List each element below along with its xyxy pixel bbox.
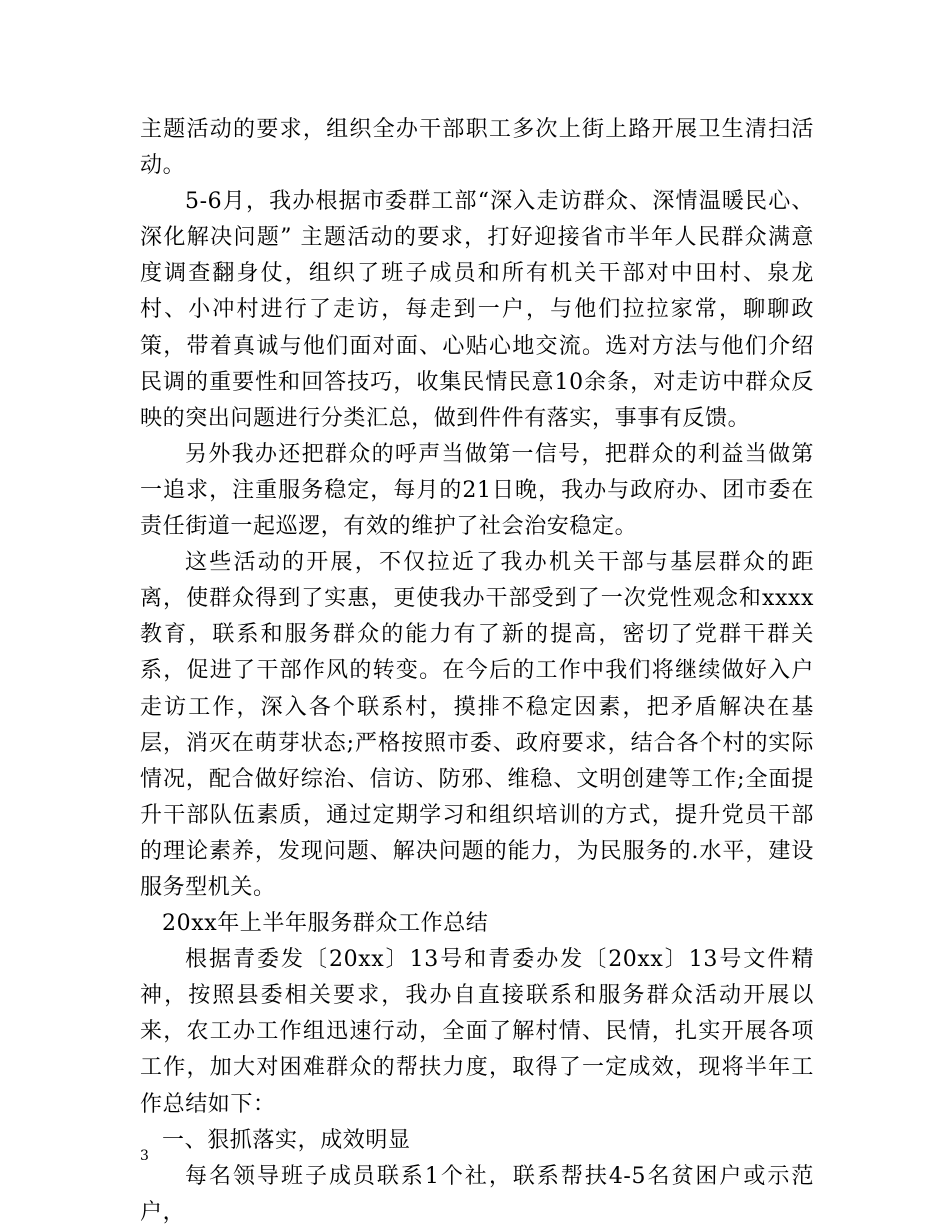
paragraph-public-safety: 另外我办还把群众的呼声当做第一信号，把群众的利益当做第一追求，注重服务稳定，每月的21日晚，我办与政府办、团市委在责任街道一起巡逻，有效的维护了社会治安稳定。 — [140, 441, 814, 540]
subsection-heading: 一、狠抓落实，成效明显 — [162, 1127, 411, 1153]
paragraph-continuation: 主题活动的要求，组织全办干部职工多次上街上路开展卫生清扫活动。 — [140, 117, 814, 179]
document-body — [140, 112, 814, 1231]
paragraph-introduction: 根据青委发〔20xx〕13号和青委办发〔20xx〕13号文件精神，按照县委相关要求，我办自直接联系和服务群众活动开展以来，农工办工作组迅速行动，全面了解村情、民情，扎实开展各项工作，加大对困难群众的帮扶力度，取得了一定成效，现将半年工作总结如下： — [140, 947, 814, 1117]
section-title: 20xx年上半年服务群众工作总结 — [162, 911, 489, 937]
page-number: 3 — [140, 1148, 149, 1164]
paragraph-leadership-contacts: 每名领导班子成员联系1个社，联系帮扶4-5名贫困户或示范户， — [140, 1163, 814, 1225]
paragraph-outcomes-plans: 这些活动的开展，不仅拉近了我办机关干部与基层群众的距离，使群众得到了实惠，更使我办干部受到了一次党性观念和xxxx教育，联系和服务群众的能力有了新的提高，密切了党群干群关系，促进了干部作风的转变。在今后的工作中我们将继续做好入户走访工作，深入各个联系村，摸排不稳定因素，把矛盾解决在基层，消灭在萌芽状态;严格按照市委、政府要求，结合各个村的实际情况，配合做好综治、信访、防邪、维稳、文明创建等工作;全面提升干部队伍素质，通过定期学习和组织培训的方式，提升党员干部的理论素养，发现问题、解决问题的能力，为民服务的.水平，建设服务型机关。 — [140, 550, 814, 900]
paragraph-field-visits: 5-6月，我办根据市委群工部“深入走访群众、深情温暖民心、深化解决问题” 主题活动的要求，打好迎接省市半年人民群众满意度调查翻身仗，组织了班子成员和所有机关干部对中田村、泉龙村、小冲村进行了走访，每走到一户，与他们拉拉家常，聊聊政策，带着真诚与他们面对面、心贴心地交流。选对方法与他们介绍民调的重要性和回答技巧，收集民情民意10余条，对走访中群众反映的突出问题进行分类汇总，做到件件有落实，事事有反馈。 — [140, 189, 814, 431]
